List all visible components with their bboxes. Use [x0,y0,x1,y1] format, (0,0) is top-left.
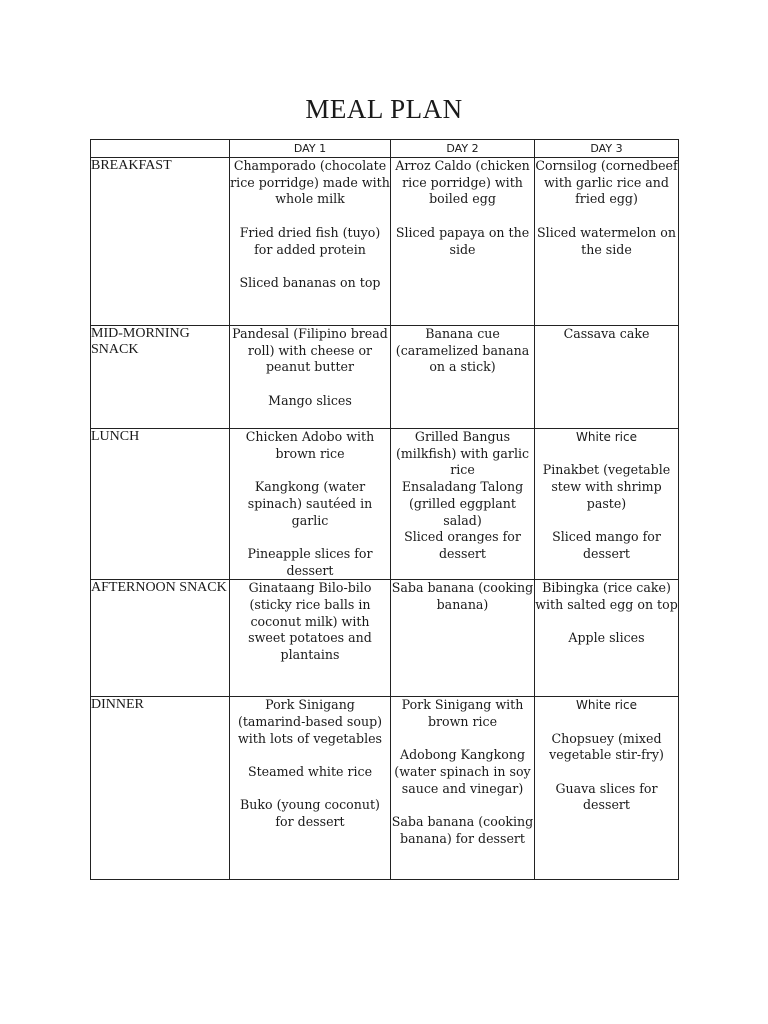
table-row-mid-morning-snack [91,326,679,429]
cell-breakfast-day-2 [391,158,535,326]
meal-item: Sliced oranges for dessert [404,529,521,561]
cell-mid-morning-day-2 [391,326,535,429]
meal-item: Fried dried fish (tuyo) for added protein [239,224,381,257]
table-row-dinner [91,697,679,880]
header-day-2: DAY 2 [391,140,535,158]
meal-item: White rice [576,698,637,713]
cell-breakfast-day-3 [535,158,679,326]
row-label-dinner: DINNER [91,697,230,880]
meal-item: Guava slices for dessert [555,780,658,813]
meal-item: Chicken Adobo with brown rice [245,429,375,461]
cell-lunch-day-3 [535,429,679,580]
cell-breakfast-day-1 [230,158,391,326]
meal-item: Pork Sinigang (tamarind-based soup) with lots of vegetables [237,697,383,746]
meal-item: Pineapple slices for dessert [247,545,373,578]
meal-item: Ginataang Bilo-bilo (sticky rice balls in coconut milk) with sweet potatoes and plantains [248,580,372,663]
meal-item: Arroz Caldo (chicken rice porridge) with boiled egg [395,158,530,207]
meal-item: Chopsuey (mixed vegetable stir-fry) [549,730,664,763]
meal-item: Sliced watermelon on the side [537,224,676,257]
meal-item: Pork Sinigang with brown rice [401,697,524,729]
meal-item: Steamed white rice [247,764,373,780]
cell-dinner-day-3 [535,697,679,880]
meal-item: Champorado (chocolate rice porridge) made with whole milk [230,158,390,207]
meal-item: Pandesal (Filipino bread roll) with cheese or peanut butter [232,326,388,375]
cell-afternoon-day-1 [230,580,391,697]
cell-lunch-day-1 [230,429,391,580]
meal-item: Pinakbet (vegetable stew with shrimp paste) [542,462,671,511]
meal-item: Buko (young coconut) for dessert [240,797,380,830]
cell-mid-morning-day-1 [230,326,391,429]
table-row-lunch [91,429,679,580]
cell-afternoon-day-3 [535,580,679,697]
row-label-breakfast: BREAKFAST [91,158,230,326]
meal-item: Saba banana (cooking banana) [391,580,534,612]
meal-item: Cassava cake [563,326,650,341]
cell-afternoon-day-2 [391,580,535,697]
row-label-lunch: LUNCH [91,429,230,580]
meal-item: Sliced papaya on the side [395,224,530,257]
cell-lunch-day-2 [391,429,535,580]
header-day-3: DAY 3 [535,140,679,158]
header-day-1: DAY 1 [230,140,391,158]
meal-item: Bibingka (rice cake) with salted egg on top [535,580,678,612]
row-label-mid-morning-snack: MID-MORNING SNACK [91,326,230,429]
page-title: MEAL PLAN [305,94,463,124]
meal-item: Kangkong (water spinach) sautéed in garlic [247,479,373,528]
meal-item: Grilled Bangus (milkfish) with garlic rice [395,429,530,478]
meal-item: Banana cue (caramelized banana on a stick) [395,326,530,375]
meal-item: Ensaladang Talong (grilled eggplant salad) [401,479,524,528]
header-corner [91,140,230,158]
cell-dinner-day-1 [230,697,391,880]
meal-item: Sliced mango for dessert [552,529,661,561]
meal-plan-table [90,139,679,880]
meal-item: Sliced bananas on top [239,274,381,290]
meal-item: Mango slices [268,392,352,408]
row-label-afternoon-snack: AFTERNOON SNACK [91,580,230,697]
meal-item: Cornsilog (cornedbeef with garlic rice and fried egg) [535,158,678,207]
table-header-row [91,140,679,158]
table-row-breakfast [91,158,679,326]
cell-mid-morning-day-3 [535,326,679,429]
table-row-afternoon-snack [91,580,679,697]
meal-item: Adobong Kangkong (water spinach in soy sauce and vinegar) [394,747,531,796]
cell-dinner-day-2 [391,697,535,880]
meal-item: White rice [576,430,637,444]
meal-item: Saba banana (cooking banana) for dessert [391,814,534,846]
meal-item: Apple slices [568,630,645,646]
